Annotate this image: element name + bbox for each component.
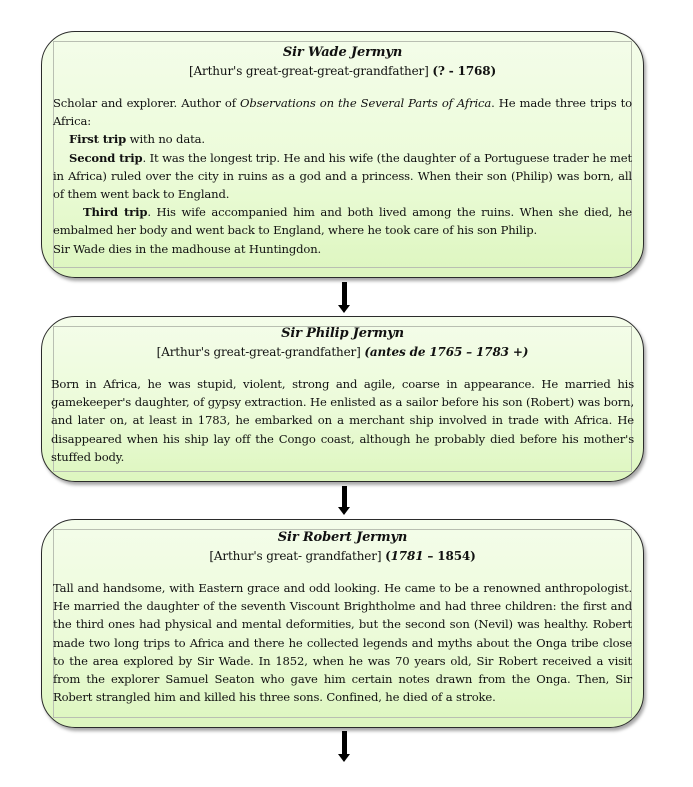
trip-label: First trip xyxy=(69,132,127,147)
trip-paragraph-2 xyxy=(53,149,632,204)
intro-paragraph xyxy=(53,94,632,130)
genealogy-box-sir-robert xyxy=(41,519,644,728)
bio-paragraph: Born in Africa, he was stupid, violent, strong and agile, coarse in appearance. He married his gamekeeper's daughter, of gypsy extraction. He enlisted as a sailor before his son (Robert) was born, and later on, at least in 1783, he embarked on a merchant ship involved in trade with Africa. He disappeared when his ship lay off the Congo coast, although he probably died before his mother's stuffed body. xyxy=(51,377,634,464)
trip-paragraph-3 xyxy=(53,203,632,239)
intro-text-end: . He made three trips to Africa: xyxy=(53,96,632,129)
death-year: – 1854) xyxy=(423,549,476,563)
person-name: Sir Robert Jermyn xyxy=(277,530,408,545)
box-content xyxy=(53,44,632,258)
bio-paragraph: Tall and handsome, with Eastern grace and odd looking. He came to be a renowned anthropologist. He married the daughter of the seventh Viscount Brightholme and had three children: the first and the third ones had physical and mental deformities, but the second son (Nevil) was healthy. Robert made two long trips to Africa and there he collected legends and myths about the Onga tribe close to the area explored by Sir Wade. In 1852, when he was 70 years old, Sir Robert received a visit from the explorer Samuel Seaton who gave him certain notes drawn from the Onga. Then, Sir Robert strangled him and killed his three sons. Confined, he died of a stroke. xyxy=(53,581,632,705)
relation-text: [Arthur's great-great-grandfather] xyxy=(156,345,361,359)
trip-label: Second trip xyxy=(69,150,143,165)
person-relation xyxy=(53,62,632,80)
book-title: Observations on the Several Parts of Africa xyxy=(239,96,492,110)
relation-text: [Arthur's great- grandfather] xyxy=(209,549,382,563)
life-dates xyxy=(385,549,476,563)
life-dates: (? - 1768) xyxy=(432,64,496,78)
trip-text: . It was the longest trip. He and his wife (the daughter of a Portuguese trader he met in Africa) ruled over the city in ruins as a god and a princess. When their son (Philip) was born, all of them went back to England. xyxy=(53,150,632,202)
box-content xyxy=(51,325,634,466)
dates-open: ( xyxy=(385,549,391,563)
genealogy-box-sir-philip xyxy=(41,316,644,482)
trip-paragraph-1 xyxy=(53,130,632,148)
person-relation xyxy=(51,343,634,361)
life-dates: (antes de 1765 – 1783 +) xyxy=(364,345,529,359)
trip-label: Third trip xyxy=(83,205,148,220)
birth-year: 1781 xyxy=(390,549,424,563)
person-name: Sir Philip Jermyn xyxy=(281,326,404,341)
closing-paragraph: Sir Wade dies in the madhouse at Huntingdon. xyxy=(53,241,322,256)
trip-text: . His wife accompanied him and both lived among the ruins. When she died, he embalmed her body and went back to England, where he took care of his son Philip. xyxy=(53,205,633,238)
intro-text: Scholar and explorer. Author of xyxy=(53,96,240,110)
relation-text: [Arthur's great-great-great-grandfather] xyxy=(189,64,429,78)
genealogy-box-sir-wade xyxy=(41,31,644,278)
person-relation xyxy=(53,547,632,565)
person-name: Sir Wade Jermyn xyxy=(282,45,403,60)
trip-text: with no data. xyxy=(126,132,205,147)
box-content xyxy=(53,529,632,706)
